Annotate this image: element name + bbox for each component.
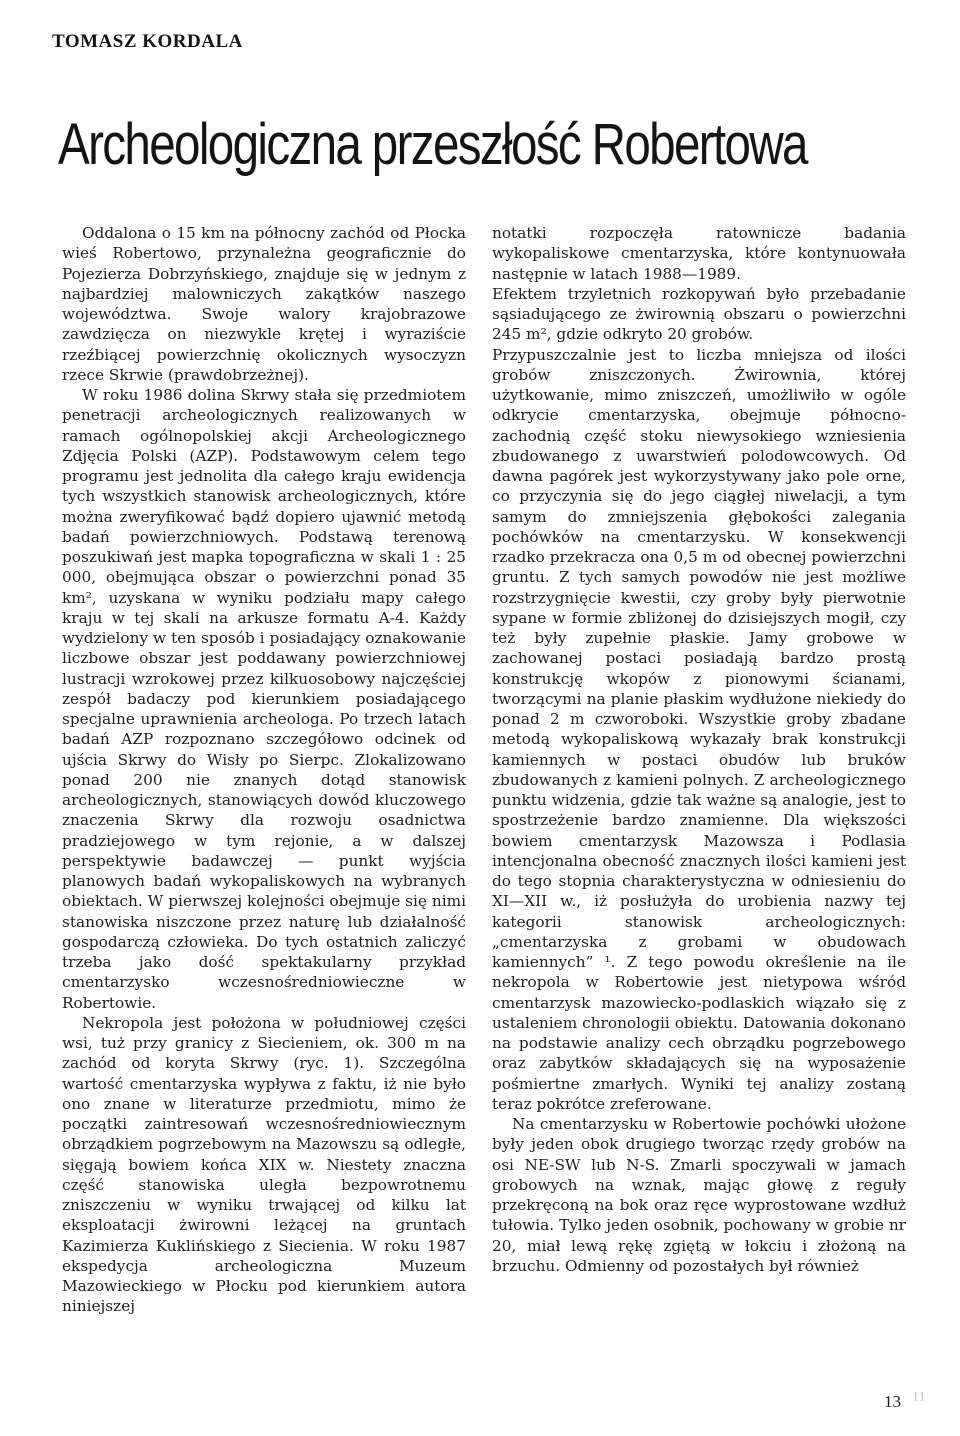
paragraph: Na cmentarzysku w Robertowie pochówki ułożone były jeden obok drugiego tworząc rzędy grobów na osi NE-SW lub N-S. Zmarli spoczywali w jamach grobowych na wznak, mając głowę z reguły przekręconą na bok oraz ręce wyprostowane wzdłuż tułowia. Tylko jeden osobnik, pochowany w grobie nr 20, miał lewą rękę zgiętą w łokciu i złożoną na brzuchu. Odmienny od pozostałych był również xyxy=(492,1115,906,1275)
left-text-column xyxy=(62,223,466,1317)
right-text-column xyxy=(492,223,906,1276)
article-title: Archeologiczna przeszłość Robertowa xyxy=(58,112,807,177)
faint-page-mark: 11 xyxy=(912,1390,926,1405)
author-name: TOMASZ KORDALA xyxy=(52,31,243,52)
page-number: 13 xyxy=(884,1392,901,1411)
paragraph: Oddalona o 15 km na północny zachód od Płocka wieś Robertowo, przynależna geograficznie do Pojezierza Dobrzyńskiego, znajduje się w jednym z najbardziej malowniczych zakątków naszego województwa. Swoje walory krajobrazowe zawdzięcza on niezwykle krętej i wyraziście rzeźbiącej powierzchnię okolicznych wysoczyzn rzece Skrwie (prawdobrzeżnej). xyxy=(62,224,466,384)
paragraph: notatki rozpoczęła ratownicze badania wykopaliskowe cmentarzyska, które kontynuowała następnie w latach 1988—1989. xyxy=(492,224,906,283)
paragraph: Przypuszczalnie jest to liczba mniejsza od ilości grobów zniszczonych. Żwirownia, której użytkowanie, mimo zniszczeń, umożliwiło w ogóle odkrycie cmentarzyska, obejmuje północno-zachodnią część stoku niewysokiego wzniesienia zbudowanego z uwarstwień polodowcowych. Od dawna pagórek jest wykorzystywany jako pole orne, co przyczynia się do jego ciągłej niwelacji, a tym samym do zmniejszenia głębokości zalegania pochówków na cmentarzysku. W konsekwencji rzadko przekracza ona 0,5 m od obecnej powierzchni gruntu. Z tych samych powodów nie jest możliwe rozstrzygnięcie kwestii, czy groby były pierwotnie sypane w formie zbliżonej do dzisiejszych mogił, czy też były zupełnie płaskie. Jamy grobowe w zachowanej postaci posiadają bardzo prostą konstrukcję wkopów z pionowymi ścianami, tworzącymi na planie płaskim wydłużone niekiedy do ponad 2 m czworoboki. Wszystkie groby zbadane metodą wykopaliskową wykazały brak konstrukcji kamiennych w postaci obudów lub bruków zbudowanych z kamieni polnych. Z archeologicznego punktu widzenia, gdzie tak ważne są analogie, jest to spostrzeżenie bardzo znamienne. Dla większości bowiem cmentarzysk Mazowsza i Podlasia intencjonalna obecność znacznych ilości kamieni jest do tego stopnia charakterystyczna w odniesieniu do XI—XII w., iż posłużyła do urobienia nazwy tej kategorii stanowisk archeologicznych: „cmentarzyska z grobami w obudowach kamiennych” ¹. Z tego powodu określenie na ile nekropola w Robertowie jest nietypowa wśród cmentarzysk mazowiecko-podlaskich wiązało się z ustaleniem chronologii obiektu. Datowania dokonano na podstawie analizy cech obrządku pogrzebowego oraz zabytków składających się na wyposażenie pośmiertne zmarłych. Wyniki tej analizy zostaną teraz pokrótce zreferowane. xyxy=(492,345,906,1113)
paragraph: Efektem trzyletnich rozkopywań było przebadanie sąsiadującego ze żwirownią obszaru o powierzchni 245 m², gdzie odkryto 20 grobów. xyxy=(492,284,906,344)
paragraph: Nekropola jest położona w południowej części wsi, tuż przy granicy z Siecieniem, ok. 300 m na zachód od koryta Skrwy (ryc. 1). Szczególna wartość cmentarzyska wypływa z faktu, iż nie było ono znane w literaturze przedmiotu, mimo że początki zaintresowań wczesnośredniowiecznym obrządkiem pogrzebowym na Mazowszu są odległe, sięgają bowiem końca XIX w. Niestety znaczna część stanowiska uległa bezpowrotnemu zniszczeniu w wyniku trwającej od kilku lat eksploatacji żwirowni leżącej na gruntach Kazimierza Kuklińskiego z Siecienia. W roku 1987 ekspedycja archeologiczna Muzeum Mazowieckiego w Płocku pod kierunkiem autora niniejszej xyxy=(62,1013,466,1316)
paragraph: W roku 1986 dolina Skrwy stała się przedmiotem penetracji archeologicznych realizowanych w ramach ogólnopolskiej akcji Archeologicznego Zdjęcia Polski (AZP). Podstawowym celem tego programu jest jednolita dla całego kraju ewidencja tych wszystkich stanowisk archeologicznych, które można zweryfikować bądź dopiero ujawnić metodą badań powierzchniowych. Podstawą terenową poszukiwań jest mapka topograficzna w skali 1 : 25 000, obejmująca obszar o powierzchni ponad 35 km², uzyskana w wyniku podziału mapy całego kraju w tej skali na arkusze formatu A-4. Każdy wydzielony w ten sposób i posiadający oznakowanie liczbowe obszar jest poddawany powierzchniowej lustracji wzrokowej przez kilkuosobowy najczęściej zespół badaczy pod kierunkiem posiadającego specjalne uprawnienia archeologa. Po trzech latach badań AZP rozpoznano szczegółowo odcinek od ujścia Skrwy do Wisły po Sierpc. Zlokalizowano ponad 200 nie znanych dotąd stanowisk archeologicznych, stanowiących dowód kluczowego znaczenia Skrwy dla rozwoju osadnictwa pradziejowego w tym rejonie, a w dalszej perspektywie badawczej — punkt wyjścia planowych badań wykopaliskowych na wybranych obiektach. W pierwszej kolejności obejmuje się nimi stanowiska niszczone przez naturę lub działalność gospodarczą człowieka. Do tych ostatnich zaliczyć trzeba jako dość spektakularny przykład cmentarzysko wczesnośredniowieczne w Robertowie. xyxy=(62,386,466,1012)
